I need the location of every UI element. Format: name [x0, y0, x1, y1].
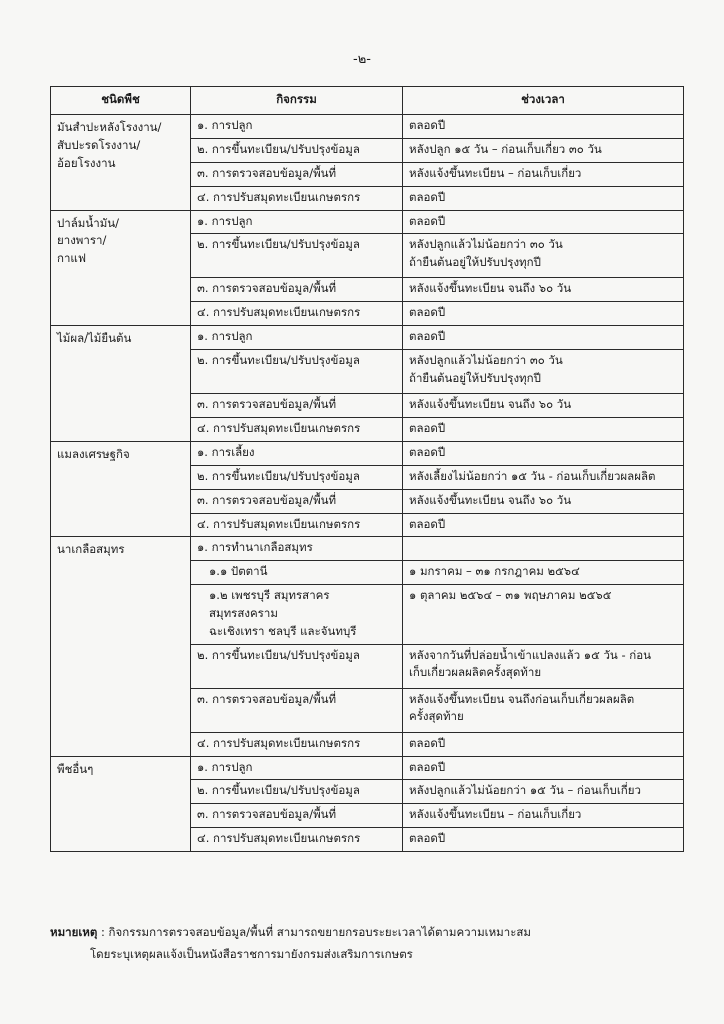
activity-cell: ๔. การปรับสมุดทะเบียนเกษตรกร [191, 418, 403, 442]
period-cell: หลังแจ้งขึ้นทะเบียน จนถึงก่อนเก็บเกี่ยวผลผลิต ครั้งสุดท้าย [403, 688, 684, 732]
footnote-text-1: : กิจกรรมการตรวจสอบข้อมูล/พื้นที่ สามารถขยายกรอบระยะเวลาได้ตามความเหมาะสม [97, 925, 531, 939]
crop-type-cell: พืชอื่นๆ [51, 756, 191, 852]
crop-type-cell: มันสำปะหลังโรงงาน/ สับปะรดโรงงาน/ อ้อยโรงงาน [51, 115, 191, 211]
period-cell: ๑ มกราคม – ๓๑ กรกฎาคม ๒๕๖๔ [403, 561, 684, 585]
table-row [51, 115, 684, 139]
period-cell: ตลอดปี [403, 441, 684, 465]
period-cell: หลังปลูกแล้วไม่น้อยกว่า ๓๐ วัน ถ้ายืนต้นอยู่ให้ปรับปรุงทุกปี [403, 234, 684, 278]
header-crop: ชนิดพืช [51, 87, 191, 115]
activity-cell: ๒. การขึ้นทะเบียน/ปรับปรุงข้อมูล [191, 138, 403, 162]
period-cell: ตลอดปี [403, 210, 684, 234]
period-cell: หลังแจ้งขึ้นทะเบียน – ก่อนเก็บเกี่ยว [403, 162, 684, 186]
period-cell: หลังจากวันที่ปล่อยน้ำเข้าแปลงแล้ว ๑๕ วัน - ก่อน เก็บเกี่ยวผลผลิตครั้งสุดท้าย [403, 644, 684, 688]
period-cell: หลังแจ้งขึ้นทะเบียน จนถึง ๖๐ วัน [403, 278, 684, 302]
activity-cell: ๔. การปรับสมุดทะเบียนเกษตรกร [191, 513, 403, 537]
activity-cell: ๓. การตรวจสอบข้อมูล/พื้นที่ [191, 162, 403, 186]
period-cell: หลังปลูกแล้วไม่น้อยกว่า ๑๕ วัน – ก่อนเก็บเกี่ยว [403, 780, 684, 804]
registration-schedule-table [50, 86, 684, 852]
page-number: -๒- [353, 52, 371, 67]
activity-cell: ๓. การตรวจสอบข้อมูล/พื้นที่ [191, 804, 403, 828]
table-row [51, 537, 684, 561]
activity-cell: ๑. การปลูก [191, 326, 403, 350]
activity-cell: ๔. การปรับสมุดทะเบียนเกษตรกร [191, 828, 403, 852]
activity-cell: ๑. การปลูก [191, 210, 403, 234]
period-cell: หลังปลูก ๑๕ วัน – ก่อนเก็บเกี่ยว ๓๐ วัน [403, 138, 684, 162]
activity-cell: ๓. การตรวจสอบข้อมูล/พื้นที่ [191, 278, 403, 302]
period-cell: หลังแจ้งขึ้นทะเบียน จนถึง ๖๐ วัน [403, 394, 684, 418]
crop-type-cell: นาเกลือสมุทร [51, 537, 191, 756]
period-cell: ตลอดปี [403, 418, 684, 442]
crop-type-cell: แมลงเศรษฐกิจ [51, 441, 191, 536]
activity-cell: ๑. การทำนาเกลือสมุทร [191, 537, 403, 561]
activity-cell: ๓. การตรวจสอบข้อมูล/พื้นที่ [191, 394, 403, 418]
period-cell: หลังแจ้งขึ้นทะเบียน – ก่อนเก็บเกี่ยว [403, 804, 684, 828]
activity-cell: ๔. การปรับสมุดทะเบียนเกษตรกร [191, 302, 403, 326]
footnote-line-1 [50, 922, 690, 944]
activity-cell: ๓. การตรวจสอบข้อมูล/พื้นที่ [191, 489, 403, 513]
period-cell [403, 537, 684, 561]
table-body [51, 115, 684, 852]
period-cell: หลังปลูกแล้วไม่น้อยกว่า ๓๐ วัน ถ้ายืนต้นอยู่ให้ปรับปรุงทุกปี [403, 350, 684, 394]
period-cell: ตลอดปี [403, 828, 684, 852]
header-period: ช่วงเวลา [403, 87, 684, 115]
period-cell: ตลอดปี [403, 756, 684, 780]
footnote-line-2: โดยระบุเหตุผลแจ้งเป็นหนังสือราชการมายังกรมส่งเสริมการเกษตร [90, 946, 413, 961]
footnote [50, 922, 690, 966]
activity-cell: ๑. การปลูก [191, 115, 403, 139]
activity-cell: ๔. การปรับสมุดทะเบียนเกษตรกร [191, 186, 403, 210]
period-cell: หลังแจ้งขึ้นทะเบียน จนถึง ๖๐ วัน [403, 489, 684, 513]
activity-cell: ๒. การขึ้นทะเบียน/ปรับปรุงข้อมูล [191, 644, 403, 688]
activity-cell: ๓. การตรวจสอบข้อมูล/พื้นที่ [191, 688, 403, 732]
period-cell: ตลอดปี [403, 513, 684, 537]
period-cell: ๑ ตุลาคม ๒๕๖๔ – ๓๑ พฤษภาคม ๒๕๖๕ [403, 585, 684, 644]
period-cell: ตลอดปี [403, 302, 684, 326]
footnote-label: หมายเหตุ [50, 925, 98, 939]
table-row [51, 441, 684, 465]
crop-type-cell: ไม้ผล/ไม้ยืนต้น [51, 326, 191, 442]
period-cell: ตลอดปี [403, 186, 684, 210]
activity-cell: ๑. การปลูก [191, 756, 403, 780]
period-cell: ตลอดปี [403, 115, 684, 139]
activity-cell: ๒. การขึ้นทะเบียน/ปรับปรุงข้อมูล [191, 350, 403, 394]
table-row [51, 210, 684, 234]
activity-cell: ๒. การขึ้นทะเบียน/ปรับปรุงข้อมูล [191, 780, 403, 804]
period-cell: ตลอดปี [403, 326, 684, 350]
activity-cell: ๒. การขึ้นทะเบียน/ปรับปรุงข้อมูล [191, 465, 403, 489]
activity-cell: ๑. การเลี้ยง [191, 441, 403, 465]
table-row [51, 756, 684, 780]
crop-type-cell: ปาล์มน้ำมัน/ ยางพารา/ กาแฟ [51, 210, 191, 326]
header-activity: กิจกรรม [191, 87, 403, 115]
activity-cell: ๑.๒ เพชรบุรี สมุทรสาคร สมุทรสงคราม ฉะเชิงเทรา ชลบุรี และจันทบุรี [191, 585, 403, 644]
period-cell: ตลอดปี [403, 732, 684, 756]
activity-cell: ๑.๑ ปัตตานี [191, 561, 403, 585]
table-header-row [51, 87, 684, 115]
activity-cell: ๔. การปรับสมุดทะเบียนเกษตรกร [191, 732, 403, 756]
table-row [51, 326, 684, 350]
period-cell: หลังเลี้ยงไม่น้อยกว่า ๑๕ วัน - ก่อนเก็บเกี่ยวผลผลิต [403, 465, 684, 489]
activity-cell: ๒. การขึ้นทะเบียน/ปรับปรุงข้อมูล [191, 234, 403, 278]
